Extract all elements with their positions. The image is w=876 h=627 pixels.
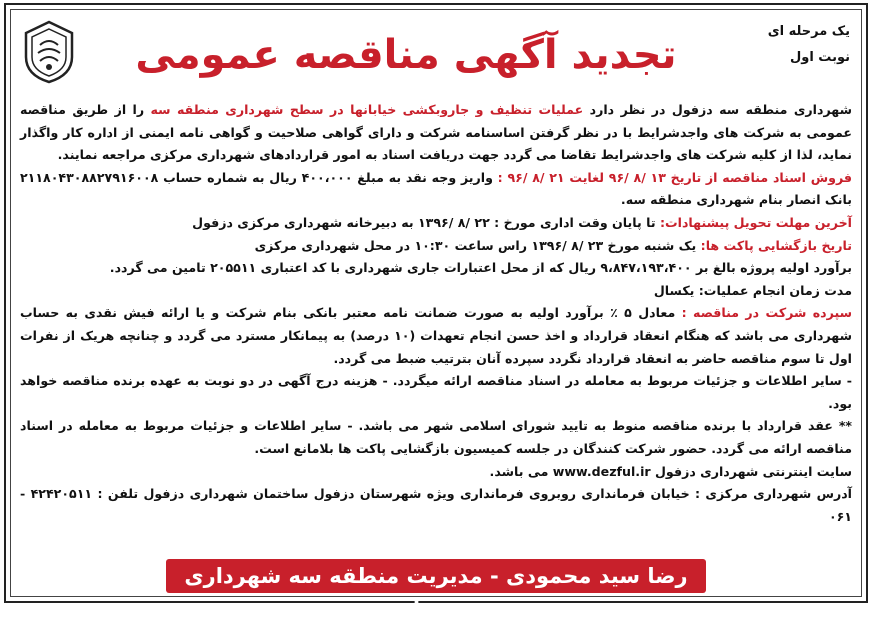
- page-title: تجدید آگهی مناقصه عمومی: [135, 32, 677, 78]
- intro-paragraph: شهرداری منطقه سه دزفول در نظر دارد عملیات تنظیف و جاروبکشی خیابانها در سطح شهرداری منطقه سه را از طریق مناقصه عمومی به شرکت های واجدشرایط با در نظر گرفتن اساسنامه شرکت و دارای گواهی صلاحیت و گواهی نامه ایمنی از اداره کار واگذار نماید، لذا از کلیه شرکت های واجدشرایط تقاضا می گردد جهت دریافت اسناد به امور قراردادهای شهرداری مرکزی مراجعه نمایند.: [20, 102, 852, 163]
- opening-paragraph: تاریخ بازگشایی پاکت ها: یک شنبه مورخ ۲۳ /۸ /۱۳۹۶ راس ساعت ۱۰:۳۰ در محل شهرداری مرکزی: [254, 237, 852, 253]
- website-paragraph: سایت اینترنتی شهرداری دزفول www.dezful.ir می باشد.: [489, 463, 852, 479]
- deadline-label: آخرین مهلت تحویل پیشنهادات:: [659, 214, 852, 230]
- sale-paragraph: فروش اسناد مناقصه از تاریخ ۱۳ /۸ /۹۶ لغایت ۲۱ /۸ /۹۶ : واریز وجه نقد به مبلغ ۴۰۰،۰۰۰ ریال به شماره حساب ۲۱۱۸۰۴۳۰۸۸۲۷۹۱۶۰۰۸ بانک انصار بنام شهرداری منطقه سه.: [20, 169, 853, 208]
- opening-label: تاریخ بازگشایی پاکت ها:: [700, 237, 852, 253]
- deadline-paragraph: آخرین مهلت تحویل پیشنهادات: تا پایان وقت اداری مورخ : ۲۲ /۸ /۱۳۹۶ به دبیرخانه شهرداری مرکزی دزفول: [192, 214, 852, 230]
- signature-banner: رضا سید محمودی - مدیریت منطقه سه شهرداری دزفول: [166, 559, 706, 593]
- notice-tags: [768, 19, 850, 71]
- round-label: نوبت اول: [789, 50, 850, 65]
- notes-line-2: ** عقد قرارداد با برنده مناقصه منوط به تایید شورای اسلامی شهر می باشد. - سایر اطلاعات و جزئیات مربوط به معامله در اسناد مناقصه ارائه می گردد. حضور شرکت کنندگان در جلسه کمیسیون بازگشایی پاکت ها بلامانع است.: [20, 418, 852, 456]
- address-paragraph: آدرس شهرداری مرکزی : خیابان فرمانداری روبروی فرمانداری ویژه شهرستان دزفول ساختمان شهرداری دزفول تلفن : ۴۲۴۲۰۵۱۱ - ۰۶۱: [20, 486, 852, 524]
- project-name: عملیات تنظیف و جاروبکشی خیابانها در سطح شهرداری منطقه سه: [150, 102, 584, 117]
- estimate-paragraph: برآورد اولیه پروژه بالغ بر ۹،۸۴۷،۱۹۳،۴۰۰ ریال که از محل اعتبارات جاری شهرداری با کد اعتباری ۲۰۵۵۱۱ تامین می گردد.: [109, 260, 852, 276]
- sale-label: فروش اسناد مناقصه از تاریخ ۱۳ /۸ /۹۶ لغایت ۲۱ /۸ /۹۶ :: [497, 169, 853, 185]
- notice-frame: [4, 3, 868, 622]
- notice-body: [20, 99, 852, 528]
- municipality-emblem-icon: [20, 19, 78, 85]
- duration-paragraph: مدت زمان انجام عملیات: یکسال: [653, 282, 852, 298]
- website-link[interactable]: www.dezful.ir: [552, 463, 651, 479]
- deposit-label: سپرده شرکت در مناقصه :: [681, 305, 852, 321]
- notes-line-1: - سایر اطلاعات و جزئیات مربوط به معامله در اسناد مناقصه ارائه میگردد. - هزینه درج آگهی در دو نوبت به عهده برنده مناقصه خواهد بود.: [20, 373, 852, 411]
- deposit-paragraph: سپرده شرکت در مناقصه : معادل ۵ ٪ برآورد اولیه به صورت ضمانت نامه معتبر بانکی بنام شرکت و یا ارائه فیش نقدی به حساب شهرداری می باشد که هنگام انعقاد قرارداد و اخذ حسن انجام تعهدات (۱۰ درصد) به پیمانکار مسترد می گردد و چنانچه هریک از نفرات اول تا سوم مناقصه حاضر به انعقاد قرارداد نگردد سپرده آنان بترتیب ضبط می گردد.: [20, 305, 853, 366]
- stage-label: یک مرحله ای: [767, 24, 850, 39]
